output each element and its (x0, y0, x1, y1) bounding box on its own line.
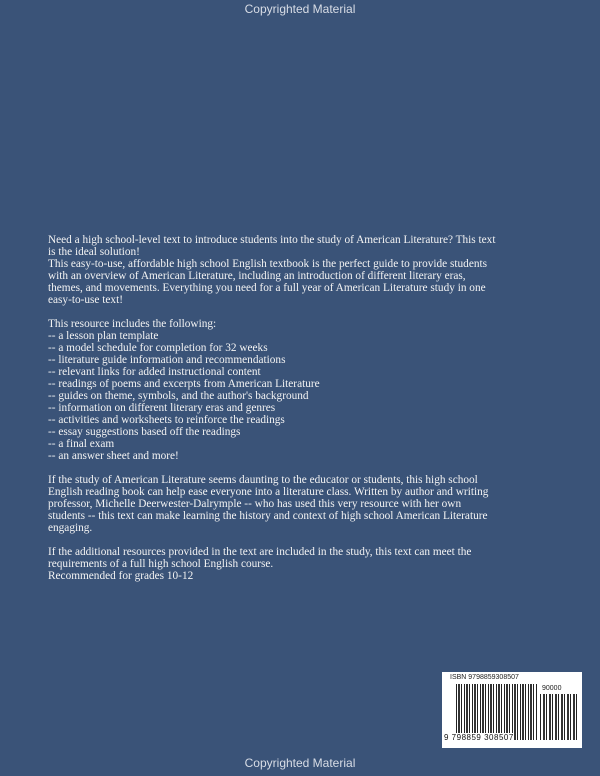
list-item: -- readings of poems and excerpts from American Literature (48, 378, 320, 390)
text-line: easy-to-use text! (48, 294, 123, 306)
price-barcode-bars (540, 694, 578, 740)
list-item: -- an answer sheet and more! (48, 450, 179, 462)
text-line: professor, Michelle Deerwester-Dalrymple -- who has used this very resource with her own (48, 498, 462, 510)
text-line: engaging. (48, 522, 93, 534)
list-item: -- relevant links for added instructional content (48, 366, 261, 378)
text-line: themes, and movements. Everything you need for a full year of American Literature study in one (48, 282, 486, 294)
requirements-paragraph (48, 546, 588, 582)
back-cover-blurb (48, 234, 588, 594)
text-line: is the ideal solution! (48, 246, 140, 258)
text-line: with an overview of American Literature, including an introduction of different literary eras, (48, 270, 466, 282)
isbn-label: ISBN 9798859308507 (450, 674, 519, 681)
barcode-bars (456, 684, 538, 740)
text-line: requirements of a full high school English course. (48, 558, 274, 570)
resource-list (48, 318, 588, 462)
price-code: 90000 (542, 685, 562, 692)
list-item: -- a final exam (48, 438, 115, 450)
grade-recommendation: Recommended for grades 10-12 (48, 570, 194, 582)
list-item: -- essay suggestions based off the readings (48, 426, 241, 438)
text-line: English reading book can help ease everyone into a literature class. Written by author and writing (48, 486, 489, 498)
barcode-digits: 9 798859 308507 (444, 733, 514, 742)
list-item: -- literature guide information and recommendations (48, 354, 286, 366)
list-heading: This resource includes the following: (48, 318, 217, 330)
list-item: -- information on different literary eras and genres (48, 402, 276, 414)
list-item: -- guides on theme, symbols, and the author's background (48, 390, 309, 402)
isbn-barcode (442, 672, 582, 748)
intro-paragraph (48, 234, 588, 306)
watermark-bottom: Copyrighted Material (244, 756, 356, 770)
list-item: -- a lesson plan template (48, 330, 159, 342)
list-item: -- activities and worksheets to reinforce the readings (48, 414, 285, 426)
text-line: If the additional resources provided in the text are included in the study, this text can meet the (48, 546, 472, 558)
text-line: If the study of American Literature seems daunting to the educator or students, this high school (48, 474, 478, 486)
text-line: Need a high school-level text to introduce students into the study of American Literature? This text (48, 234, 496, 246)
text-line: students -- this text can make learning the history and context of high school American Literature (48, 510, 488, 522)
watermark-top: Copyrighted Material (244, 2, 356, 16)
text-line: This easy-to-use, affordable high school English textbook is the perfect guide to provide students (48, 258, 488, 270)
list-item: -- a model schedule for completion for 32 weeks (48, 342, 268, 354)
author-paragraph (48, 474, 588, 534)
